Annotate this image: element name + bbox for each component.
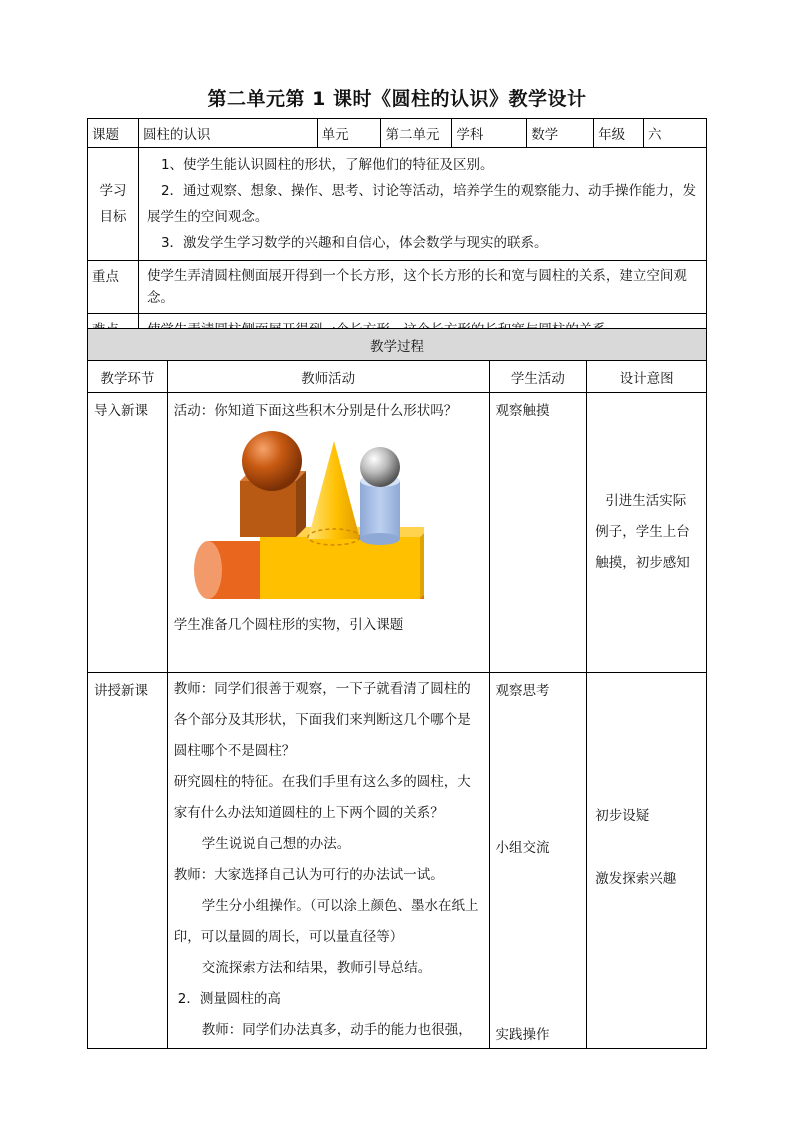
- subject-value: 数学: [527, 119, 594, 148]
- process-table: [87, 328, 707, 1049]
- goals-content: [138, 148, 706, 261]
- design-intro: 引进生活实际例子，学生上台触摸，初步感知: [587, 393, 707, 673]
- key-point-text: 使学生弄清圆柱侧面展开得到一个长方形，这个长方形的长和宽与圆柱的关系，建立空间观念。: [138, 261, 706, 314]
- orange-sphere: [242, 431, 302, 491]
- teacher-line-1: 教师：同学们很善于观察，一下子就看清了圆柱的各个部分及其形状，下面我们来判断这几个哪个是圆柱哪个不是圆柱？: [173, 681, 471, 759]
- teacher-new-cell: [167, 673, 489, 1049]
- stage-new: 讲授新课: [88, 673, 168, 1049]
- page-title: 第二单元第 1 课时《圆柱的认识》教学设计: [207, 88, 587, 110]
- teacher-line-7: 2．测量圆柱的高: [177, 991, 281, 1007]
- student-observe: 观察思考: [495, 683, 550, 699]
- design-interest: 激发探索兴趣: [595, 871, 677, 887]
- yellow-cone: [308, 441, 360, 539]
- stage-intro: 导入新课: [88, 393, 168, 673]
- blue-cylinder: [360, 481, 400, 539]
- unit-label: 单元: [317, 119, 381, 148]
- col-design: 设计意图: [587, 361, 707, 393]
- col-stage: 教学环节: [88, 361, 168, 393]
- teacher-line-6: 交流探索方法和结果，教师引导总结。: [201, 960, 432, 976]
- topic-label: 课题: [88, 119, 139, 148]
- info-table: [87, 118, 707, 343]
- teacher-intro-question: 活动：你知道下面这些积木分别是什么形状吗？: [173, 403, 458, 419]
- topic-value: 圆柱的认识: [138, 119, 317, 148]
- subject-label: 学科: [452, 119, 527, 148]
- goal-3: 3．激发学生学习数学的兴趣和自信心，体会数学与现实的联系。: [160, 235, 548, 251]
- building-blocks-image: [184, 431, 424, 603]
- student-discuss: 小组交流: [495, 840, 550, 856]
- teacher-intro-cell: [167, 393, 489, 673]
- student-intro: 观察触摸: [489, 393, 587, 673]
- goal-1: 1、使学生能认识圆柱的形状，了解他们的特征及区别。: [160, 157, 494, 173]
- teacher-intro-outro: 学生准备几个圆柱形的实物，引入课题: [173, 617, 404, 633]
- unit-value: 第二单元: [381, 119, 452, 148]
- teacher-line-5: 学生分小组操作。（可以涂上颜色、墨水在纸上印，可以量圆的周长，可以量直径等）: [173, 898, 479, 945]
- left-cylinder-face: [194, 541, 222, 599]
- col-student: 学生活动: [489, 361, 587, 393]
- grade-label: 年级: [594, 119, 644, 148]
- key-point-label: 重点: [88, 261, 139, 314]
- design-doubt: 初步设疑: [595, 808, 650, 824]
- teacher-line-2: 研究圆柱的特征。在我们手里有这么多的圆柱，大家有什么办法知道圆柱的上下两个圆的关系？: [173, 774, 471, 821]
- design-new-cell: [587, 673, 707, 1049]
- grade-value: 六: [644, 119, 707, 148]
- process-header: 教学过程: [88, 329, 707, 361]
- silver-sphere: [360, 447, 400, 487]
- teacher-line-3: 学生说说自己想的办法。: [201, 836, 351, 852]
- teacher-line-4: 教师：大家选择自己认为可行的办法试一试。: [173, 867, 444, 883]
- goal-2: 2．通过观察、想象、操作、思考、讨论等活动，培养学生的观察能力、动手操作能力，发展学生的空间观念。: [146, 183, 697, 225]
- teacher-line-8: 教师：同学们办法真多，动手的能力也很强，: [201, 1022, 472, 1038]
- student-practice: 实践操作: [495, 1027, 550, 1043]
- goals-label: 学习目标: [88, 148, 139, 261]
- col-teacher: 教师活动: [167, 361, 489, 393]
- student-new-cell: [489, 673, 587, 1049]
- yellow-box-front: [260, 537, 420, 599]
